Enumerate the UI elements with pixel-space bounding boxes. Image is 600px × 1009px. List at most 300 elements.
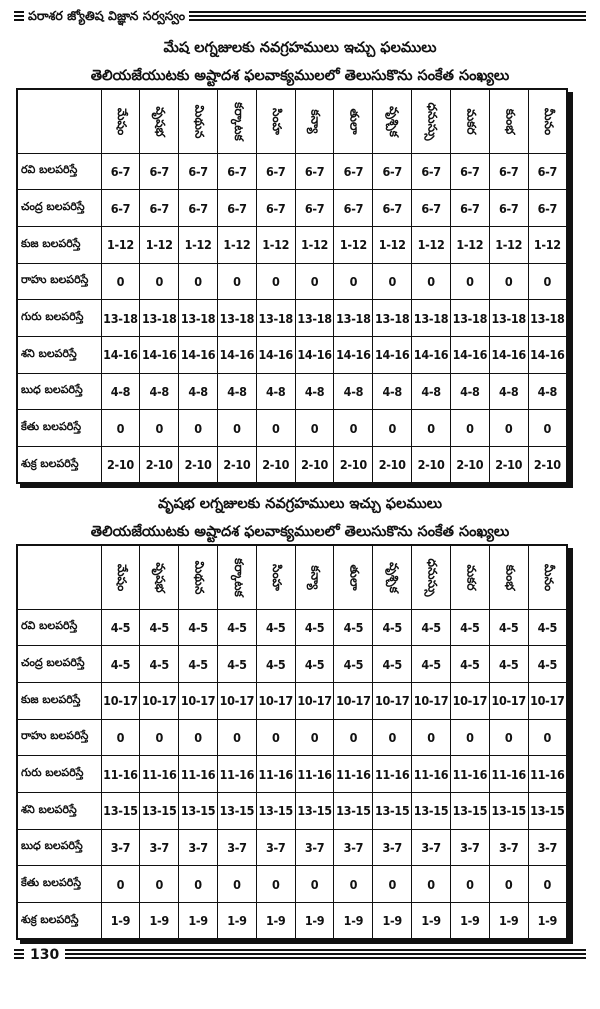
table-cell: 0	[217, 263, 256, 300]
column-header	[217, 89, 256, 153]
table-cell: 13-15	[101, 792, 140, 829]
section-2-title-line1: వృషభ లగ్నజులకు నవగ్రహములు ఇచ్చు ఫలములు	[157, 496, 443, 512]
table-vrishabha-lagna	[16, 544, 568, 940]
table-cell: 1-12	[412, 226, 451, 263]
column-header	[373, 545, 412, 609]
table-cell: 1-9	[373, 903, 412, 940]
table-cell: 4-5	[217, 609, 256, 646]
table-cell: 6-7	[334, 153, 373, 190]
table-cell: 0	[373, 263, 412, 300]
table-cell: 4-8	[373, 373, 412, 410]
table-cell: 4-5	[101, 609, 140, 646]
table-cell: 2-10	[450, 447, 489, 484]
table-cell: 10-17	[101, 682, 140, 719]
table-cell: 11-16	[489, 756, 528, 793]
table-cell: 14-16	[412, 336, 451, 373]
table-cell: 0	[295, 866, 334, 903]
table-cell: 13-15	[489, 792, 528, 829]
column-header-label: మిథున	[192, 104, 207, 139]
table-cell: 6-7	[140, 153, 179, 190]
table-cell: 11-16	[334, 756, 373, 793]
column-header-label: వృశ్చిక	[386, 105, 401, 137]
table-cell: 14-16	[140, 336, 179, 373]
table-cell: 6-7	[101, 153, 140, 190]
column-header-label: కర్కాటక	[231, 101, 246, 141]
column-header	[140, 545, 179, 609]
table-cell: 1-9	[412, 903, 451, 940]
table-cell: 0	[295, 263, 334, 300]
book-title: పరాశర జ్యోతిష విజ్ఞాన సర్వస్వం	[28, 7, 186, 23]
table-cell: 14-16	[489, 336, 528, 373]
table-cell: 1-12	[256, 226, 295, 263]
table-cell: 1-12	[528, 226, 567, 263]
header-row	[17, 545, 567, 609]
row-label: రాహు బలపరిస్తే	[17, 719, 101, 756]
table-cell: 0	[373, 866, 412, 903]
row-label: రాహు బలపరిస్తే	[17, 263, 101, 300]
table-cell: 11-16	[256, 756, 295, 793]
table-cell: 4-5	[450, 646, 489, 683]
column-header	[528, 545, 567, 609]
table-cell: 13-15	[140, 792, 179, 829]
section-2-title-line2: తెలియజేయుటకు అష్టాదశ ఫలవాక్యములలో తెలుసుకొను సంకేత సంఖ్యలు	[90, 524, 510, 540]
table-cell: 0	[179, 410, 218, 447]
table-cell: 2-10	[412, 447, 451, 484]
table-row	[17, 609, 567, 646]
header-rule-right	[189, 11, 586, 23]
table-cell: 4-5	[373, 609, 412, 646]
table-cell: 0	[412, 263, 451, 300]
table-cell: 13-18	[373, 300, 412, 337]
table-cell: 1-12	[179, 226, 218, 263]
footer-rule-right	[65, 949, 586, 961]
table-row	[17, 226, 567, 263]
row-label: శుక్ర బలపరిస్తే	[17, 903, 101, 940]
table-cell: 0	[140, 410, 179, 447]
table-cell: 0	[101, 719, 140, 756]
table-cell: 2-10	[373, 447, 412, 484]
table-cell: 0	[179, 263, 218, 300]
row-label: బుధ బలపరిస్తే	[17, 373, 101, 410]
section-1-title-line2: తెలియజేయుటకు అష్టాదశ ఫలవాక్యములలో తెలుసుకొను సంకేత సంఖ్యలు	[90, 68, 510, 84]
table-cell: 11-16	[450, 756, 489, 793]
table-cell: 4-5	[489, 609, 528, 646]
table-cell: 3-7	[450, 829, 489, 866]
table-cell: 13-18	[101, 300, 140, 337]
table-cell: 1-9	[101, 903, 140, 940]
table-cell: 4-5	[489, 646, 528, 683]
table-cell: 4-8	[140, 373, 179, 410]
column-header	[256, 89, 295, 153]
table-cell: 3-7	[217, 829, 256, 866]
table-cell: 10-17	[373, 682, 412, 719]
table-cell: 0	[179, 866, 218, 903]
table-cell: 14-16	[528, 336, 567, 373]
column-header-label: మీనం	[541, 563, 556, 591]
column-header	[450, 89, 489, 153]
table-cell: 3-7	[256, 829, 295, 866]
column-header	[489, 89, 528, 153]
table-1-shadow-right	[568, 92, 573, 488]
column-header-label: కుంభ	[503, 108, 518, 135]
table-cell: 4-8	[101, 373, 140, 410]
table-cell: 4-5	[412, 646, 451, 683]
table-cell: 4-8	[217, 373, 256, 410]
table-row	[17, 682, 567, 719]
table-row	[17, 646, 567, 683]
table-cell: 4-8	[450, 373, 489, 410]
column-header-label: కన్యా	[309, 109, 324, 134]
table-cell: 0	[217, 866, 256, 903]
table-cell: 13-15	[334, 792, 373, 829]
table-cell: 13-15	[256, 792, 295, 829]
table-cell: 0	[256, 263, 295, 300]
row-label: గురు బలపరిస్తే	[17, 756, 101, 793]
table-cell: 6-7	[489, 153, 528, 190]
table-cell: 1-12	[140, 226, 179, 263]
table-cell: 1-12	[295, 226, 334, 263]
table-cell: 14-16	[373, 336, 412, 373]
table-cell: 4-5	[334, 646, 373, 683]
table-cell: 0	[412, 866, 451, 903]
table-cell: 6-7	[295, 153, 334, 190]
table-cell: 1-12	[373, 226, 412, 263]
table-cell: 13-15	[179, 792, 218, 829]
table-row	[17, 866, 567, 903]
table-cell: 2-10	[256, 447, 295, 484]
table-cell: 4-5	[179, 646, 218, 683]
table-cell: 6-7	[256, 153, 295, 190]
table-row	[17, 792, 567, 829]
column-header	[101, 89, 140, 153]
column-header	[450, 545, 489, 609]
column-header	[334, 545, 373, 609]
table-cell: 0	[140, 866, 179, 903]
column-header-label: మకర	[464, 564, 479, 591]
table-cell: 6-7	[217, 190, 256, 227]
table-row	[17, 447, 567, 484]
column-header	[412, 545, 451, 609]
table-cell: 3-7	[140, 829, 179, 866]
table-cell: 1-9	[489, 903, 528, 940]
table-cell: 4-5	[101, 646, 140, 683]
table-cell: 0	[412, 410, 451, 447]
table-cell: 13-18	[450, 300, 489, 337]
table-cell: 0	[295, 719, 334, 756]
column-header	[256, 545, 295, 609]
table-cell: 10-17	[179, 682, 218, 719]
table-cell: 3-7	[295, 829, 334, 866]
table-cell: 10-17	[256, 682, 295, 719]
table-cell: 13-15	[450, 792, 489, 829]
table-cell: 14-16	[217, 336, 256, 373]
table-cell: 2-10	[179, 447, 218, 484]
table-row	[17, 410, 567, 447]
table-cell: 0	[334, 866, 373, 903]
table-cell: 4-5	[140, 609, 179, 646]
column-header	[373, 89, 412, 153]
table-cell: 6-7	[256, 190, 295, 227]
column-header	[179, 89, 218, 153]
running-header	[14, 6, 586, 28]
column-header-label: ధనుస్సు	[425, 558, 440, 597]
table-cell: 6-7	[373, 190, 412, 227]
row-label: చంద్ర బలపరిస్తే	[17, 190, 101, 227]
table-cell: 1-12	[101, 226, 140, 263]
table-cell: 2-10	[334, 447, 373, 484]
table-cell: 4-5	[450, 609, 489, 646]
table-cell: 11-16	[528, 756, 567, 793]
column-header	[179, 545, 218, 609]
table-2-shadow-right	[568, 548, 573, 944]
table-row	[17, 903, 567, 940]
table-cell: 2-10	[489, 447, 528, 484]
table-cell: 4-8	[334, 373, 373, 410]
table-cell: 0	[450, 866, 489, 903]
table-cell: 14-16	[101, 336, 140, 373]
table-cell: 10-17	[412, 682, 451, 719]
table-cell: 4-5	[256, 609, 295, 646]
table-cell: 13-18	[217, 300, 256, 337]
table-row	[17, 336, 567, 373]
table-cell: 0	[528, 866, 567, 903]
table-cell: 11-16	[179, 756, 218, 793]
table-cell: 13-18	[412, 300, 451, 337]
table-cell: 1-9	[256, 903, 295, 940]
table-cell: 3-7	[528, 829, 567, 866]
table-cell: 0	[528, 410, 567, 447]
table-cell: 6-7	[450, 190, 489, 227]
table-cell: 1-9	[528, 903, 567, 940]
table-cell: 0	[334, 410, 373, 447]
table-cell: 3-7	[334, 829, 373, 866]
table-cell: 13-18	[334, 300, 373, 337]
table-row	[17, 153, 567, 190]
table-cell: 4-5	[217, 646, 256, 683]
page-number: 130	[30, 947, 60, 963]
column-header	[140, 89, 179, 153]
table-cell: 1-9	[140, 903, 179, 940]
table-row	[17, 829, 567, 866]
table-cell: 13-18	[140, 300, 179, 337]
table-cell: 3-7	[179, 829, 218, 866]
table-row	[17, 719, 567, 756]
table-cell: 10-17	[528, 682, 567, 719]
column-header-label: ధనుస్సు	[425, 102, 440, 141]
table-cell: 4-5	[140, 646, 179, 683]
section-1-title	[8, 34, 592, 90]
table-cell: 4-5	[528, 609, 567, 646]
row-label: కేతు బలపరిస్తే	[17, 410, 101, 447]
row-label: చంద్ర బలపరిస్తే	[17, 646, 101, 683]
table-cell: 6-7	[179, 153, 218, 190]
table-cell: 0	[334, 263, 373, 300]
row-label: కుజ బలపరిస్తే	[17, 226, 101, 263]
table-cell: 13-18	[489, 300, 528, 337]
table-cell: 4-8	[256, 373, 295, 410]
table-cell: 4-8	[412, 373, 451, 410]
table-cell: 4-5	[373, 646, 412, 683]
table-cell: 13-18	[256, 300, 295, 337]
column-header-label: మేషం	[114, 107, 129, 135]
table-cell: 1-9	[295, 903, 334, 940]
section-2-title	[8, 490, 592, 546]
table-cell: 1-9	[334, 903, 373, 940]
table-cell: 1-12	[489, 226, 528, 263]
table-cell: 1-12	[450, 226, 489, 263]
table-cell: 11-16	[412, 756, 451, 793]
table-cell: 0	[450, 263, 489, 300]
table-cell: 1-12	[334, 226, 373, 263]
table-cell: 1-9	[450, 903, 489, 940]
column-header-label: కర్కాటక	[231, 557, 246, 597]
table-cell: 11-16	[295, 756, 334, 793]
table-cell: 10-17	[140, 682, 179, 719]
column-header	[489, 545, 528, 609]
table-cell: 13-15	[217, 792, 256, 829]
table-cell: 13-15	[412, 792, 451, 829]
table-cell: 0	[101, 263, 140, 300]
table-cell: 10-17	[450, 682, 489, 719]
table-cell: 0	[334, 719, 373, 756]
table-cell: 6-7	[373, 153, 412, 190]
table-cell: 4-5	[412, 609, 451, 646]
column-header	[295, 89, 334, 153]
table-cell: 0	[217, 719, 256, 756]
table-cell: 14-16	[179, 336, 218, 373]
table-cell: 13-18	[295, 300, 334, 337]
column-header-label: సింహ	[270, 107, 285, 135]
table-cell: 3-7	[412, 829, 451, 866]
table-cell: 6-7	[489, 190, 528, 227]
table-cell: 3-7	[489, 829, 528, 866]
table-cell: 6-7	[412, 153, 451, 190]
table-cell: 0	[412, 719, 451, 756]
column-header-label: వృషభ	[153, 106, 168, 137]
table-cell: 0	[295, 410, 334, 447]
table-cell: 6-7	[412, 190, 451, 227]
table-cell: 0	[373, 719, 412, 756]
table-cell: 4-5	[179, 609, 218, 646]
column-header-label: మిథున	[192, 560, 207, 595]
row-label: బుధ బలపరిస్తే	[17, 829, 101, 866]
table-cell: 0	[217, 410, 256, 447]
column-header-label: వృశ్చిక	[386, 561, 401, 593]
column-header-label: సింహ	[270, 563, 285, 591]
table-mesha-lagna	[16, 88, 568, 484]
column-header-label: మకర	[464, 108, 479, 135]
table-row	[17, 263, 567, 300]
table-cell: 0	[140, 263, 179, 300]
table-cell: 6-7	[334, 190, 373, 227]
table-cell: 10-17	[295, 682, 334, 719]
table-cell: 4-8	[179, 373, 218, 410]
table-cell: 11-16	[101, 756, 140, 793]
column-header-label: తులా	[347, 108, 362, 135]
table-cell: 2-10	[101, 447, 140, 484]
table-cell: 6-7	[450, 153, 489, 190]
column-header-label: మేషం	[114, 563, 129, 591]
column-header-label: తులా	[347, 564, 362, 591]
table-cell: 0	[101, 866, 140, 903]
table-cell: 13-18	[179, 300, 218, 337]
table-cell: 13-15	[295, 792, 334, 829]
table-cell: 14-16	[295, 336, 334, 373]
table-cell: 10-17	[489, 682, 528, 719]
table-cell: 0	[489, 410, 528, 447]
table-row	[17, 300, 567, 337]
table-cell: 0	[140, 719, 179, 756]
corner-cell	[17, 545, 101, 609]
table-cell: 4-8	[295, 373, 334, 410]
table-cell: 6-7	[140, 190, 179, 227]
row-label: శని బలపరిస్తే	[17, 336, 101, 373]
table-cell: 11-16	[140, 756, 179, 793]
table-cell: 13-15	[528, 792, 567, 829]
table-cell: 0	[179, 719, 218, 756]
table-cell: 10-17	[334, 682, 373, 719]
table-cell: 11-16	[373, 756, 412, 793]
table-cell: 6-7	[179, 190, 218, 227]
table-cell: 4-8	[528, 373, 567, 410]
table-cell: 2-10	[528, 447, 567, 484]
page-footer	[14, 944, 586, 966]
column-header	[528, 89, 567, 153]
corner-cell	[17, 89, 101, 153]
row-label: కుజ బలపరిస్తే	[17, 682, 101, 719]
column-header-label: కన్యా	[309, 565, 324, 590]
table-cell: 6-7	[528, 190, 567, 227]
table-cell: 4-5	[295, 646, 334, 683]
column-header	[217, 545, 256, 609]
table-cell: 4-5	[295, 609, 334, 646]
table-cell: 2-10	[295, 447, 334, 484]
table-cell: 4-5	[334, 609, 373, 646]
table-cell: 6-7	[295, 190, 334, 227]
table-cell: 4-8	[489, 373, 528, 410]
table-cell: 3-7	[373, 829, 412, 866]
table-cell: 10-17	[217, 682, 256, 719]
table-cell: 0	[450, 719, 489, 756]
column-header-label: వృషభ	[153, 562, 168, 593]
table-cell: 4-5	[256, 646, 295, 683]
table-cell: 1-12	[217, 226, 256, 263]
table-cell: 0	[256, 410, 295, 447]
column-header	[101, 545, 140, 609]
table-cell: 0	[101, 410, 140, 447]
table-cell: 14-16	[450, 336, 489, 373]
table-cell: 6-7	[528, 153, 567, 190]
header-rule-left	[14, 11, 24, 23]
table-cell: 11-16	[217, 756, 256, 793]
column-header	[412, 89, 451, 153]
table-cell: 0	[256, 719, 295, 756]
table-cell: 0	[528, 719, 567, 756]
table-cell: 1-9	[217, 903, 256, 940]
table-cell: 4-5	[528, 646, 567, 683]
table-cell: 6-7	[217, 153, 256, 190]
table-cell: 6-7	[101, 190, 140, 227]
table-row	[17, 373, 567, 410]
table-cell: 0	[489, 866, 528, 903]
table-cell: 0	[528, 263, 567, 300]
table-cell: 14-16	[256, 336, 295, 373]
table-cell: 2-10	[217, 447, 256, 484]
table-cell: 0	[450, 410, 489, 447]
table-cell: 3-7	[101, 829, 140, 866]
row-label: రవి బలపరిస్తే	[17, 153, 101, 190]
column-header-label: కుంభ	[503, 564, 518, 591]
